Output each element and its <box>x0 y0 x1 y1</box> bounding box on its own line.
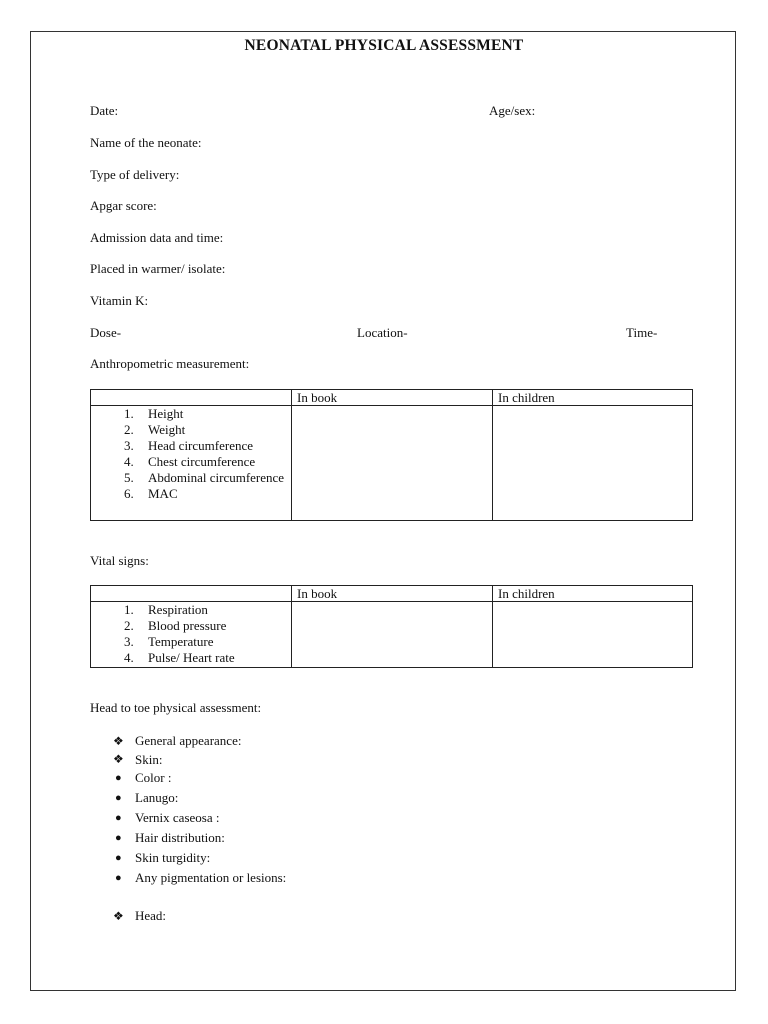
list-item: ❖ Head: <box>90 906 166 926</box>
measurement-list-cell <box>91 406 292 521</box>
vital-list-cell <box>91 602 292 668</box>
delivery-type-label: Type of delivery: <box>90 167 180 182</box>
bullet-icon: ● <box>115 832 122 844</box>
list-item: 3. Temperature <box>124 634 214 649</box>
column-header-in-book: In book <box>292 586 493 602</box>
in-children-cell <box>493 406 693 521</box>
table-row <box>91 602 693 668</box>
neonate-name-label: Name of the neonate: <box>90 135 202 150</box>
diamond-bullet-icon: ❖ <box>113 734 124 748</box>
list-item: ● Hair distribution: <box>90 828 286 848</box>
diamond-bullet-icon: ❖ <box>113 909 124 923</box>
list-item: ● Skin turgidity: <box>90 848 286 868</box>
bullet-icon: ● <box>115 772 122 784</box>
vitamin-k-label: Vitamin K: <box>90 293 149 308</box>
table-header-blank <box>91 586 292 602</box>
list-item: 4. Chest circumference <box>124 454 256 469</box>
dose-label: Dose- <box>90 325 122 340</box>
measurement-list <box>96 406 286 502</box>
list-item: 1. Height <box>124 406 184 421</box>
age-sex-label: Age/sex: <box>489 103 536 118</box>
vital-signs-heading: Vital signs: <box>90 553 149 568</box>
date-label: Date: <box>90 103 119 118</box>
bullet-icon: ● <box>115 792 122 804</box>
admission-label: Admission data and time: <box>90 230 224 245</box>
table-header-row <box>91 390 693 406</box>
list-item: ❖ General appearance: <box>90 731 241 751</box>
warmer-label: Placed in warmer/ isolate: <box>90 261 226 276</box>
anthropometric-table <box>90 389 693 521</box>
bullet-icon: ● <box>115 812 122 824</box>
list-item: 4. Pulse/ Heart rate <box>124 650 235 665</box>
table-row <box>91 406 693 521</box>
column-header-in-children: In children <box>493 586 693 602</box>
column-header-in-children: In children <box>493 390 693 406</box>
list-item: ● Vernix caseosa : <box>90 808 286 828</box>
list-item: ● Color : <box>90 768 286 788</box>
list-item: 2. Blood pressure <box>124 618 227 633</box>
list-item: 1. Respiration <box>124 602 208 617</box>
vital-list <box>96 602 286 666</box>
bullet-icon: ● <box>115 852 122 864</box>
head-section-list <box>90 906 166 926</box>
list-item: 5. Abdominal circumference <box>124 470 285 485</box>
table-header-blank <box>91 390 292 406</box>
list-item: 6. MAC <box>124 486 178 501</box>
page-title: NEONATAL PHYSICAL ASSESSMENT <box>244 37 524 54</box>
location-label: Location- <box>357 325 408 340</box>
vital-signs-table <box>90 585 693 668</box>
list-item: ❖ Skin: <box>113 752 163 767</box>
skin-items-list <box>90 768 286 888</box>
diamond-bullet-icon: ❖ <box>113 752 124 766</box>
list-item: 3. Head circumference <box>124 438 254 453</box>
head-to-toe-heading: Head to toe physical assessment: <box>90 700 262 715</box>
general-section-list <box>90 731 241 768</box>
list-item: ● Any pigmentation or lesions: <box>90 868 286 888</box>
time-label: Time- <box>626 325 658 340</box>
in-children-cell <box>493 602 693 668</box>
list-item: 2. Weight <box>124 422 186 437</box>
column-header-in-book: In book <box>292 390 493 406</box>
bullet-icon: ● <box>115 872 122 884</box>
table-header-row <box>91 586 693 602</box>
list-item: ● Lanugo: <box>90 788 286 808</box>
anthropometric-heading: Anthropometric measurement: <box>90 356 250 371</box>
in-book-cell <box>292 602 493 668</box>
in-book-cell <box>292 406 493 521</box>
apgar-score-label: Apgar score: <box>90 198 157 213</box>
